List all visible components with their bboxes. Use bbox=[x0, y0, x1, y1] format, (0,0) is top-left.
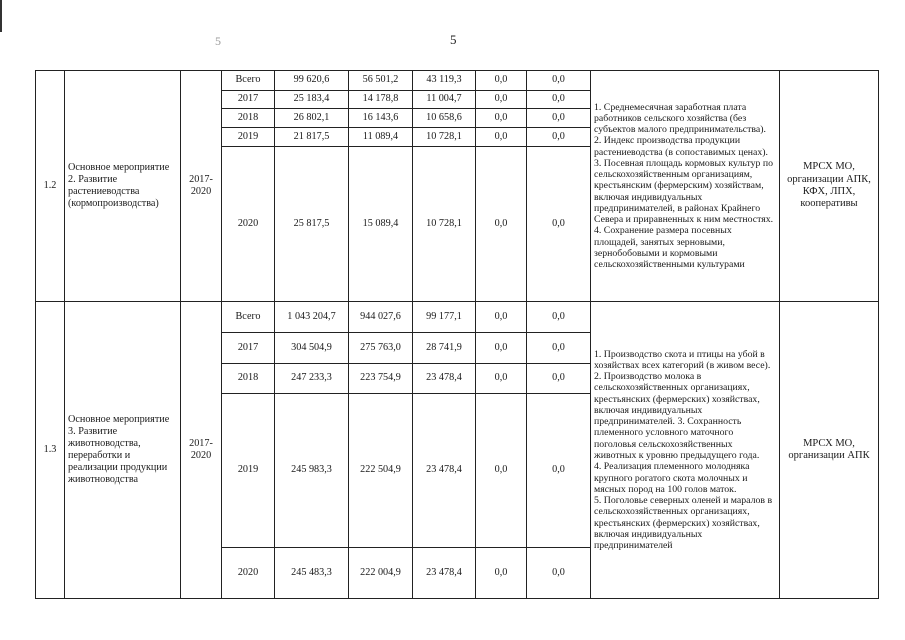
total-value: 99 620,6 bbox=[275, 71, 349, 91]
value-2: 10 728,1 bbox=[413, 147, 476, 302]
value-2: 11 004,7 bbox=[413, 91, 476, 109]
year-label: Всего bbox=[222, 302, 275, 333]
value-3: 0,0 bbox=[476, 333, 527, 364]
value-4: 0,0 bbox=[527, 147, 591, 302]
total-value: 1 043 204,7 bbox=[275, 302, 349, 333]
value-4: 0,0 bbox=[527, 71, 591, 91]
year-label: 2020 bbox=[222, 147, 275, 302]
total-value: 25 817,5 bbox=[275, 147, 349, 302]
value-4: 0,0 bbox=[527, 109, 591, 128]
value-1: 223 754,9 bbox=[349, 364, 413, 394]
value-1: 944 027,6 bbox=[349, 302, 413, 333]
year-label: Всего bbox=[222, 71, 275, 91]
value-2: 23 478,4 bbox=[413, 394, 476, 548]
total-value: 21 817,5 bbox=[275, 128, 349, 147]
value-1: 56 501,2 bbox=[349, 71, 413, 91]
measure-name: Основное мероприятие 2. Развитие растениеводства (кормопроизводства) bbox=[65, 71, 181, 302]
value-3: 0,0 bbox=[476, 302, 527, 333]
value-2: 10 658,6 bbox=[413, 109, 476, 128]
total-value: 247 233,3 bbox=[275, 364, 349, 394]
value-3: 0,0 bbox=[476, 147, 527, 302]
table-row bbox=[36, 302, 879, 333]
period: 2017-2020 bbox=[181, 302, 222, 599]
value-1: 222 004,9 bbox=[349, 548, 413, 599]
value-4: 0,0 bbox=[527, 302, 591, 333]
year-label: 2018 bbox=[222, 364, 275, 394]
total-value: 25 183,4 bbox=[275, 91, 349, 109]
year-label: 2018 bbox=[222, 109, 275, 128]
year-label: 2017 bbox=[222, 333, 275, 364]
value-1: 11 089,4 bbox=[349, 128, 413, 147]
value-2: 43 119,3 bbox=[413, 71, 476, 91]
measure-name: Основное мероприятие 3. Развитие животноводства, переработки и реализации продукции животноводства bbox=[65, 302, 181, 599]
period: 2017-2020 bbox=[181, 71, 222, 302]
value-3: 0,0 bbox=[476, 364, 527, 394]
value-3: 0,0 bbox=[476, 91, 527, 109]
year-label: 2019 bbox=[222, 128, 275, 147]
indicators-text: 1. Производство скота и птицы на убой в хозяйствах всех категорий (в живом весе). 2. Производство молока в сельскохозяйственных организациях, крестьянских (фермерских) хозяйствах, включая индивидуальных предпринимателей. 3. Сохранность племенного условного маточного поголовья сельскохозяйственных животных к уровню предыдущего года. 4. Реализация племенного молодняка крупного рогатого скота молочных и мясных пород на 100 голов маток. 5. Поголовье северных оленей и маралов в сельскохозяйственных организациях, крестьянских (фермерских) хозяйствах, включая индивидуальных предпринимателей bbox=[591, 302, 780, 599]
executors-text: МРСХ МО, организации АПК, КФХ, ЛПХ, кооперативы bbox=[780, 71, 879, 302]
value-2: 99 177,1 bbox=[413, 302, 476, 333]
table-row bbox=[36, 71, 879, 91]
value-3: 0,0 bbox=[476, 71, 527, 91]
value-4: 0,0 bbox=[527, 91, 591, 109]
year-label: 2020 bbox=[222, 548, 275, 599]
value-1: 275 763,0 bbox=[349, 333, 413, 364]
indicators-text: 1. Среднемесячная заработная плата работников сельского хозяйства (без субъектов малого предпринимательства). 2. Индекс производства продукции растениеводства (в сопоставимых ценах). 3. Посевная площадь кормовых культур по сельскохозяйственным организациям, крестьянским (фермерским) хозяйствам, включая индивидуальных предпринимателей, в районах Крайнего Севера и приравненных к ним местностях. 4. Сохранение размера посевных площадей, занятых зерновыми, зернобобовыми и кормовыми сельскохозяйственными культурами bbox=[591, 71, 780, 302]
value-3: 0,0 bbox=[476, 394, 527, 548]
value-4: 0,0 bbox=[527, 548, 591, 599]
program-table bbox=[35, 70, 879, 599]
value-4: 0,0 bbox=[527, 333, 591, 364]
value-1: 14 178,8 bbox=[349, 91, 413, 109]
value-4: 0,0 bbox=[527, 364, 591, 394]
value-4: 0,0 bbox=[527, 128, 591, 147]
value-3: 0,0 bbox=[476, 128, 527, 147]
value-2: 10 728,1 bbox=[413, 128, 476, 147]
row-number: 1.3 bbox=[36, 302, 65, 599]
row-number: 1.2 bbox=[36, 71, 65, 302]
value-3: 0,0 bbox=[476, 548, 527, 599]
year-label: 2017 bbox=[222, 91, 275, 109]
total-value: 245 983,3 bbox=[275, 394, 349, 548]
total-value: 304 504,9 bbox=[275, 333, 349, 364]
executors-text: МРСХ МО, организации АПК bbox=[780, 302, 879, 599]
total-value: 245 483,3 bbox=[275, 548, 349, 599]
value-1: 222 504,9 bbox=[349, 394, 413, 548]
value-2: 23 478,4 bbox=[413, 364, 476, 394]
value-2: 23 478,4 bbox=[413, 548, 476, 599]
value-3: 0,0 bbox=[476, 109, 527, 128]
value-2: 28 741,9 bbox=[413, 333, 476, 364]
value-1: 15 089,4 bbox=[349, 147, 413, 302]
page-left-edge bbox=[0, 0, 2, 32]
total-value: 26 802,1 bbox=[275, 109, 349, 128]
page-number-faint: 5 bbox=[215, 34, 221, 48]
page-number: 5 bbox=[450, 32, 457, 47]
year-label: 2019 bbox=[222, 394, 275, 548]
value-1: 16 143,6 bbox=[349, 109, 413, 128]
value-4: 0,0 bbox=[527, 394, 591, 548]
